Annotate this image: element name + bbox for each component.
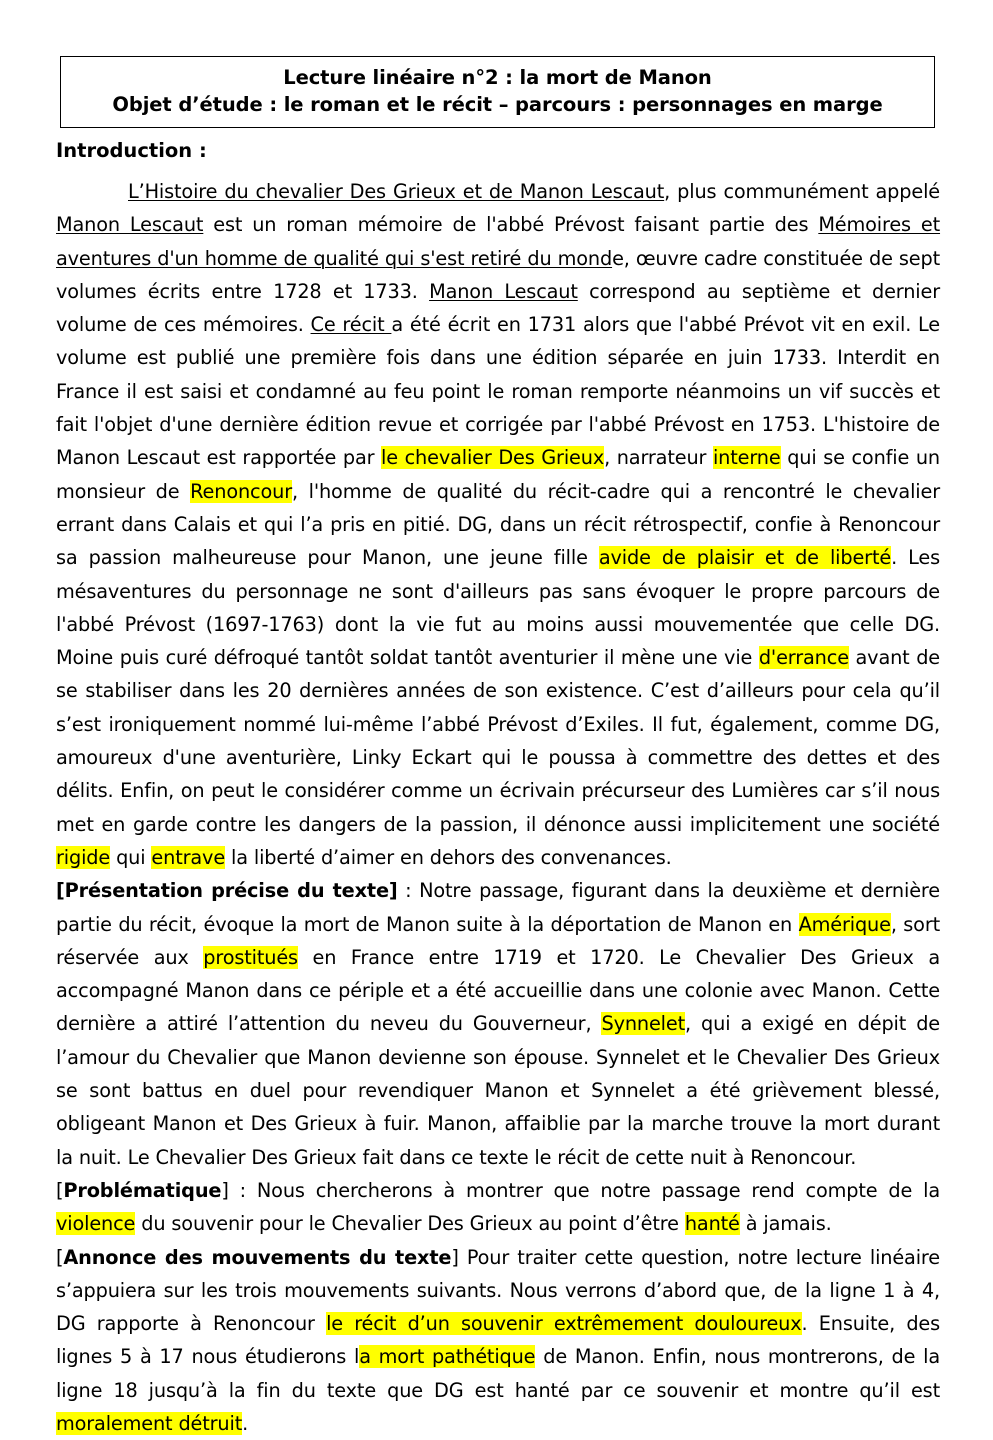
work-title-histoire-chevalier: L’Histoire du chevalier Des Grieux et de Manon Lescaut xyxy=(128,180,664,203)
highlight-amerique: Amérique xyxy=(799,913,891,936)
text-run: . Ensuite, des lignes 5 à 17 nous étudierons l xyxy=(56,1312,940,1368)
text-run: du souvenir pour le Chevalier Des Grieux au point d’être xyxy=(135,1212,685,1235)
text-run: est un roman mémoire de l'abbé Prévost faisant partie des xyxy=(203,213,818,236)
highlight-interne: interne xyxy=(713,446,781,469)
text-run: [ xyxy=(56,1179,63,1202)
highlight-chevalier-des-grieux: le chevalier Des Grieux xyxy=(381,446,604,469)
highlight-renoncour: Renoncour xyxy=(190,480,292,503)
text-run: ] : Nous chercherons à montrer que notre passage rend compte de la xyxy=(221,1179,940,1202)
highlight-hante: hanté xyxy=(685,1212,740,1235)
text-run: à jamais. xyxy=(740,1212,832,1235)
text-run: de Manon. Enfin, nous montrerons, de la ligne 18 jusqu’à la fin du texte que DG est hanté par ce souvenir et montre qu’il est xyxy=(56,1345,940,1401)
highlight-moralement-detruit: moralement détruit xyxy=(56,1412,242,1435)
text-run: qui xyxy=(110,846,151,869)
highlight-prostitues: prostitués xyxy=(203,946,298,969)
highlight-mort-pathetique: a mort pathétique xyxy=(359,1345,535,1368)
paragraph-introduction xyxy=(56,175,940,874)
introduction-heading: Introduction : xyxy=(56,136,940,166)
work-title-manon-lescaut-2: Manon Lescaut xyxy=(429,280,578,303)
label-annonce-mouvements: Annonce des mouvements du texte xyxy=(63,1246,451,1269)
text-run: . xyxy=(242,1412,248,1435)
label-presentation-precise: [Présentation précise du texte] xyxy=(56,879,398,902)
work-title-manon-lescaut-1: Manon Lescaut xyxy=(56,213,203,236)
text-run: avant de se stabiliser dans les 20 dernières années de son existence. C’est d’ailleurs pour cela qu’il s’est ironiquement nommé lui-même l’abbé Prévost d’Exiles. Il fut, également, comme DG, amoureux d'une aventurière, Linky Eckart qui le poussa à commettre des dettes et des délits. Enfin, on peut le considérer comme un écrivain précurseur des Lumières car s’il nous met en garde contre les dangers de la passion, il dénonce aussi implicitement une société xyxy=(56,646,940,835)
text-run: correspond au septième et dernier volume de ces mémoires. xyxy=(56,280,940,336)
label-problematique: Problématique xyxy=(63,1179,221,1202)
highlight-synnelet: Synnelet xyxy=(601,1012,685,1035)
highlight-violence: violence xyxy=(56,1212,135,1235)
text-run: , narrateur xyxy=(604,446,713,469)
document-body xyxy=(56,136,940,1440)
title-box xyxy=(60,56,935,128)
text-run: , sort réservée aux xyxy=(56,913,940,969)
title-line-primary: Lecture linéaire n°2 : la mort de Manon xyxy=(71,64,924,91)
text-run: la liberté d’aimer en dehors des convenances. xyxy=(225,846,672,869)
text-run: a été écrit en 1731 alors que l'abbé Prévot vit en exil. Le volume est publié une première fois dans une édition séparée en juin 1733. Interdit en France il est saisi et condamné au feu point le roman remporte néanmoins un vif succès et fait l'objet d'une dernière édition revue et corrigée par l'abbé Prévost en 1753. L'histoire de Manon Lescaut est rapportée par xyxy=(56,313,940,469)
text-run: . Les mésaventures du personnage ne sont d'ailleurs pas sans évoquer le propre parcours de l'abbé Prévost (1697-1763) dont la vie fut au moins aussi mouvementée que celle DG. Moine puis curé défroqué tantôt soldat tantôt aventurier il mène une vie xyxy=(56,546,940,669)
highlight-rigide: rigide xyxy=(56,846,110,869)
text-run: qui se confie un monsieur de xyxy=(56,446,940,502)
paragraph-problematique xyxy=(56,1174,940,1241)
text-run: [ xyxy=(56,1246,63,1269)
paragraph-annonce-mouvements xyxy=(56,1241,940,1440)
paragraph-presentation-precise xyxy=(56,874,940,1174)
text-run: , plus communément appelé xyxy=(664,180,940,203)
text-run: en France entre 1719 et 1720. Le Chevalier Des Grieux a accompagné Manon dans ce périple et a été accueillie dans une colonie avec Manon. Cette dernière a attiré l’attention du neveu du Gouverneur, xyxy=(56,946,940,1036)
highlight-derrance: d'errance xyxy=(759,646,849,669)
text-run: , qui a exigé en dépit de l’amour du Chevalier que Manon devienne son épouse. Synnelet et le Chevalier Des Grieux se sont battus en duel pour revendiquer Manon et Synnelet a été grièvement blessé, obligeant Manon et Des Grieux à fuir. Manon, affaiblie par la marche trouve la mort durant la nuit. Le Chevalier Des Grieux fait dans ce texte le récit de cette nuit à Renoncour. xyxy=(56,1012,940,1168)
underlined-ce-recit: Ce récit xyxy=(311,313,392,336)
highlight-recit-souvenir-douloureux: le récit d’un souvenir extrêmement douloureux xyxy=(326,1312,801,1335)
text-run: : Notre passage, figurant dans la deuxième et dernière partie du récit, évoque la mort de Manon suite à la déportation de Manon en xyxy=(56,879,940,935)
text-run: e, œuvre cadre constituée de sept volumes écrits entre 1728 et 1733. xyxy=(56,247,940,303)
title-line-secondary: Objet d’étude : le roman et le récit – parcours : personnages en marge xyxy=(71,91,924,118)
highlight-entrave: entrave xyxy=(151,846,225,869)
work-title-memoires-aventures: Mémoires et aventures d'un homme de qualité qui s'est retiré du mond xyxy=(56,213,940,269)
text-run: , l'homme de qualité du récit-cadre qui a rencontré le chevalier errant dans Calais et qui l’a pris en pitié. DG, dans un récit rétrospectif, confie à Renoncour sa passion malheureuse pour Manon, une jeune fille xyxy=(56,480,940,570)
highlight-avide-de-plaisir: avide de plaisir et de liberté xyxy=(599,546,891,569)
text-run: ] Pour traiter cette question, notre lecture linéaire s’appuiera sur les trois mouvements suivants. Nous verrons d’abord que, de la ligne 1 à 4, DG rapporte à Renoncour xyxy=(56,1246,940,1336)
